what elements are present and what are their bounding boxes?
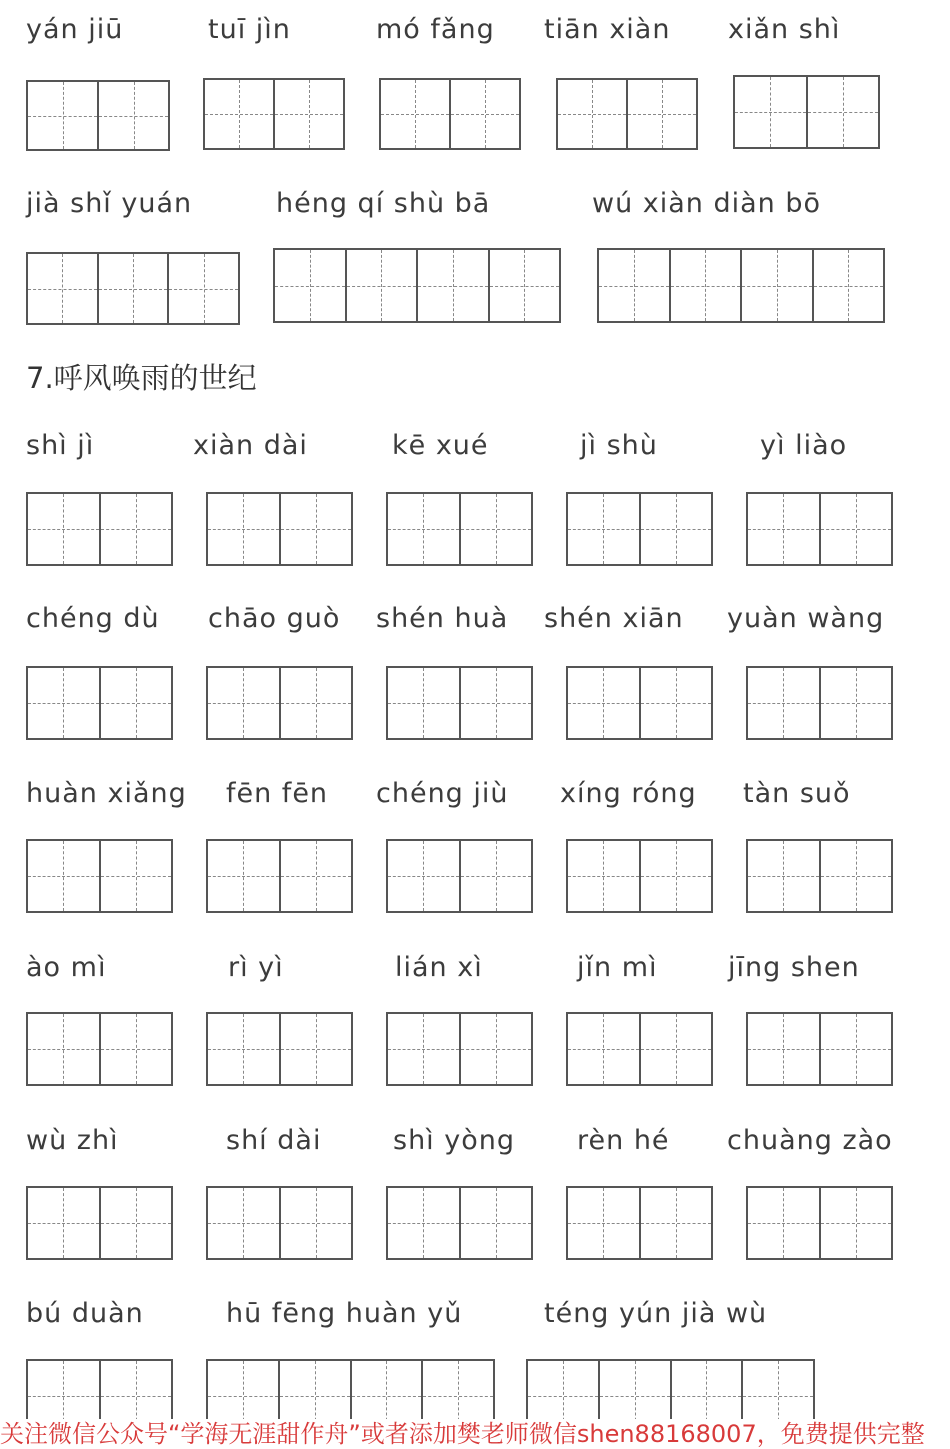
writing-grid[interactable] xyxy=(206,666,353,740)
pinyin-label: chéng dù xyxy=(26,603,160,634)
pinyin-label: rì yì xyxy=(228,952,284,983)
pinyin-label: xiàn dài xyxy=(193,430,308,461)
writing-grid[interactable] xyxy=(379,78,521,150)
pinyin-label: wù zhì xyxy=(26,1125,119,1156)
writing-grid[interactable] xyxy=(746,492,893,566)
pinyin-label: lián xì xyxy=(395,952,483,983)
writing-grid[interactable] xyxy=(386,1012,533,1086)
pinyin-label: shì yòng xyxy=(393,1125,516,1156)
writing-grid[interactable] xyxy=(566,666,713,740)
pinyin-label: hū fēng huàn yǔ xyxy=(226,1298,463,1329)
pinyin-label: shén xiān xyxy=(544,603,684,634)
writing-grid[interactable] xyxy=(26,80,170,151)
pinyin-label: jià shǐ yuán xyxy=(26,188,193,219)
writing-grid[interactable] xyxy=(273,248,561,323)
writing-grid[interactable] xyxy=(26,1012,173,1086)
pinyin-label: shén huà xyxy=(376,603,509,634)
pinyin-label: xíng róng xyxy=(560,778,697,809)
pinyin-label: bú duàn xyxy=(26,1298,144,1329)
pinyin-label: rèn hé xyxy=(577,1125,670,1156)
writing-grid[interactable] xyxy=(556,78,698,150)
writing-grid[interactable] xyxy=(203,78,345,150)
pinyin-label: yì liào xyxy=(760,430,848,461)
writing-grid[interactable] xyxy=(746,1012,893,1086)
writing-grid[interactable] xyxy=(26,1186,173,1260)
pinyin-label: wú xiàn diàn bō xyxy=(592,188,822,219)
writing-grid[interactable] xyxy=(566,1012,713,1086)
writing-grid[interactable] xyxy=(26,666,173,740)
writing-grid[interactable] xyxy=(206,1186,353,1260)
pinyin-label: yán jiū xyxy=(26,14,124,45)
writing-grid[interactable] xyxy=(566,492,713,566)
writing-grid[interactable] xyxy=(386,492,533,566)
writing-grid[interactable] xyxy=(26,492,173,566)
pinyin-label: ào mì xyxy=(26,952,107,983)
writing-grid[interactable] xyxy=(206,1012,353,1086)
pinyin-label: téng yún jià wù xyxy=(544,1298,768,1329)
writing-grid[interactable] xyxy=(733,75,880,149)
pinyin-label: fēn fēn xyxy=(226,778,329,809)
footer-notice: 关注微信公众号“学海无涯甜作舟”或者添加樊老师微信shen88168007，免费提供完整 xyxy=(0,1419,950,1449)
pinyin-label: tuī jìn xyxy=(208,14,291,45)
pinyin-label: jǐn mì xyxy=(577,952,658,983)
pinyin-label: tàn suǒ xyxy=(743,778,851,809)
pinyin-label: yuàn wàng xyxy=(727,603,885,634)
pinyin-label: huàn xiǎng xyxy=(26,778,187,809)
writing-grid[interactable] xyxy=(566,839,713,913)
writing-grid[interactable] xyxy=(746,1186,893,1260)
pinyin-label: mó fǎng xyxy=(376,14,495,45)
pinyin-label: tiān xiàn xyxy=(544,14,671,45)
pinyin-label: chāo guò xyxy=(208,603,341,634)
writing-grid[interactable] xyxy=(206,839,353,913)
writing-grid[interactable] xyxy=(597,248,885,323)
writing-grid[interactable] xyxy=(746,839,893,913)
section-title: 7.呼风唤雨的世纪 xyxy=(26,361,257,395)
writing-grid[interactable] xyxy=(26,839,173,913)
pinyin-label: chuàng zào xyxy=(727,1125,893,1156)
pinyin-label: xiǎn shì xyxy=(728,14,841,45)
writing-grid[interactable] xyxy=(386,666,533,740)
writing-grid[interactable] xyxy=(26,252,240,325)
pinyin-label: kē xué xyxy=(392,430,489,461)
writing-grid[interactable] xyxy=(566,1186,713,1260)
pinyin-label: jīng shen xyxy=(728,952,860,983)
writing-grid[interactable] xyxy=(386,1186,533,1260)
writing-grid[interactable] xyxy=(206,492,353,566)
writing-grid[interactable] xyxy=(386,839,533,913)
pinyin-label: jì shù xyxy=(580,430,658,461)
pinyin-label: chéng jiù xyxy=(376,778,509,809)
pinyin-label: shì jì xyxy=(26,430,95,461)
pinyin-label: héng qí shù bā xyxy=(276,188,491,219)
writing-grid[interactable] xyxy=(746,666,893,740)
pinyin-label: shí dài xyxy=(226,1125,322,1156)
